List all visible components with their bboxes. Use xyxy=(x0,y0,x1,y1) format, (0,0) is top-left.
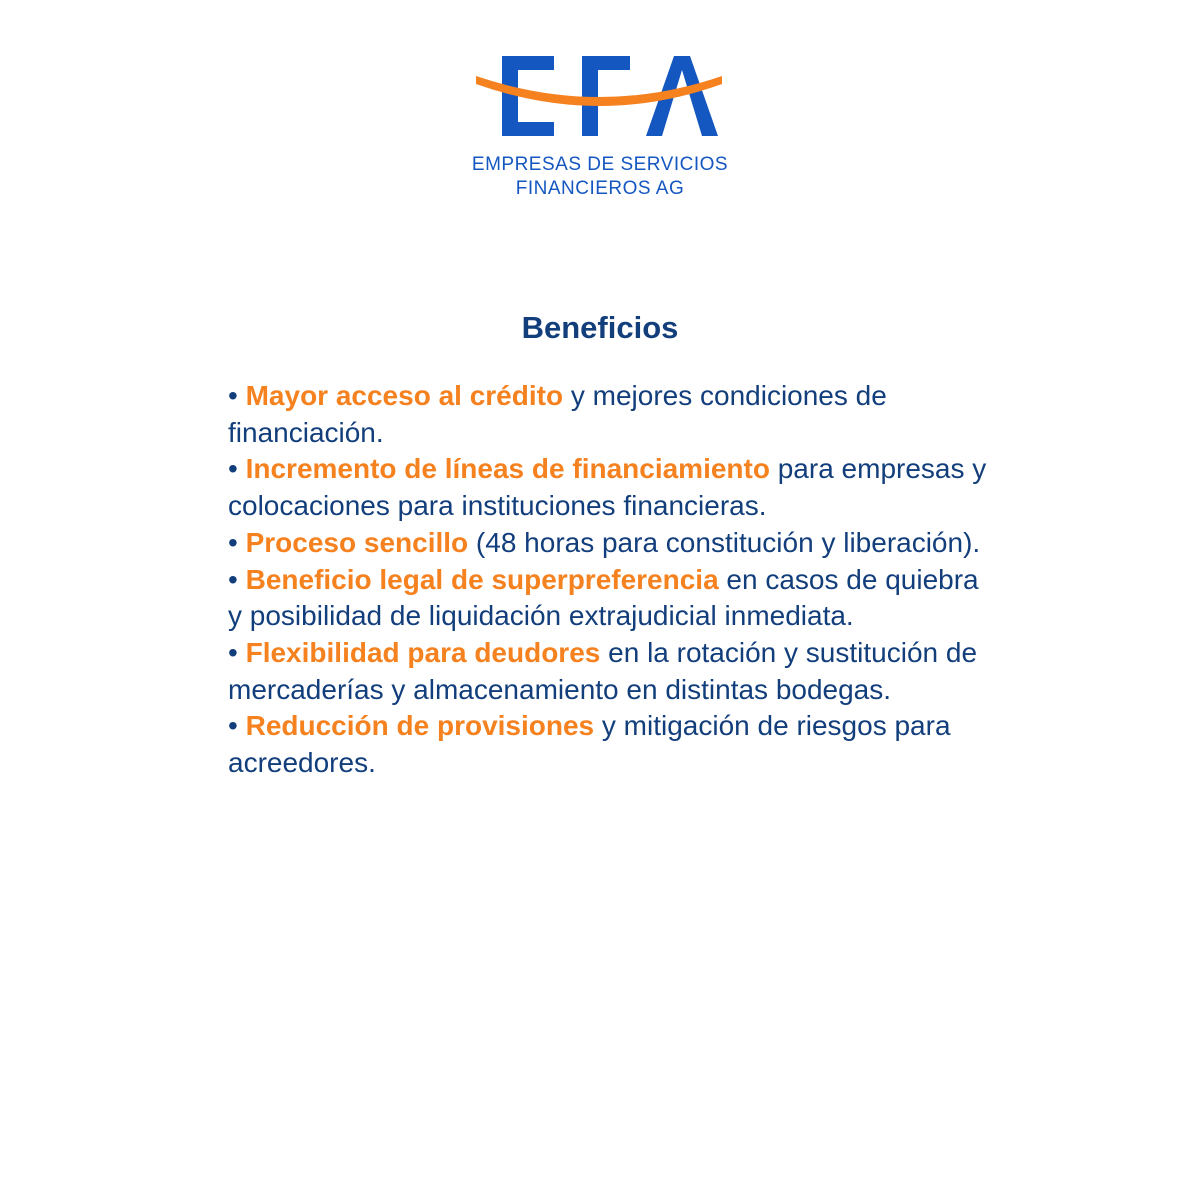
benefit-text: para empresas y colocaciones para instituciones financieras. xyxy=(228,453,987,522)
benefit-item xyxy=(228,378,988,451)
benefit-item xyxy=(228,562,988,635)
benefit-item xyxy=(228,635,988,708)
bullet: • xyxy=(228,563,246,595)
benefit-text: en casos de quiebra y posibilidad de liquidación extrajudicial inmediata. xyxy=(228,563,979,632)
benefit-text: en la rotación y sustitución de mercaderías y almacenamiento en distintas bodegas. xyxy=(228,636,978,705)
benefit-item xyxy=(228,525,988,562)
logo-subtitle-line2: FINANCIEROS AG xyxy=(515,178,685,199)
bullet: • xyxy=(228,380,246,411)
benefit-text: y mitigación de riesgos para acreedores. xyxy=(228,710,951,779)
benefit-text: (48 horas para constitución y liberación). xyxy=(468,526,981,558)
benefit-highlight: Beneficio legal de superpreferencia xyxy=(245,563,719,595)
efa-logo xyxy=(470,48,730,208)
benefit-highlight: Reducción de provisiones xyxy=(245,710,595,742)
efa-logo-mark xyxy=(470,48,730,148)
benefit-highlight: Proceso sencillo xyxy=(245,526,469,558)
benefit-highlight: Mayor acceso al crédito xyxy=(245,380,564,411)
bullet: • xyxy=(228,453,246,485)
benefit-highlight: Incremento de líneas de financiamiento xyxy=(245,453,770,485)
page-title: Beneficios xyxy=(521,310,679,345)
benefit-highlight: Flexibilidad para deudores xyxy=(245,636,601,668)
benefit-item xyxy=(228,451,988,524)
bullet: • xyxy=(228,526,246,558)
bullet: • xyxy=(228,636,246,668)
benefits-list xyxy=(228,378,988,782)
logo-subtitle-line1: EMPRESAS DE SERVICIOS xyxy=(471,154,729,175)
bullet: • xyxy=(228,710,246,742)
benefit-item xyxy=(228,708,988,781)
benefit-text: y mejores condiciones de financiación. xyxy=(228,380,887,448)
